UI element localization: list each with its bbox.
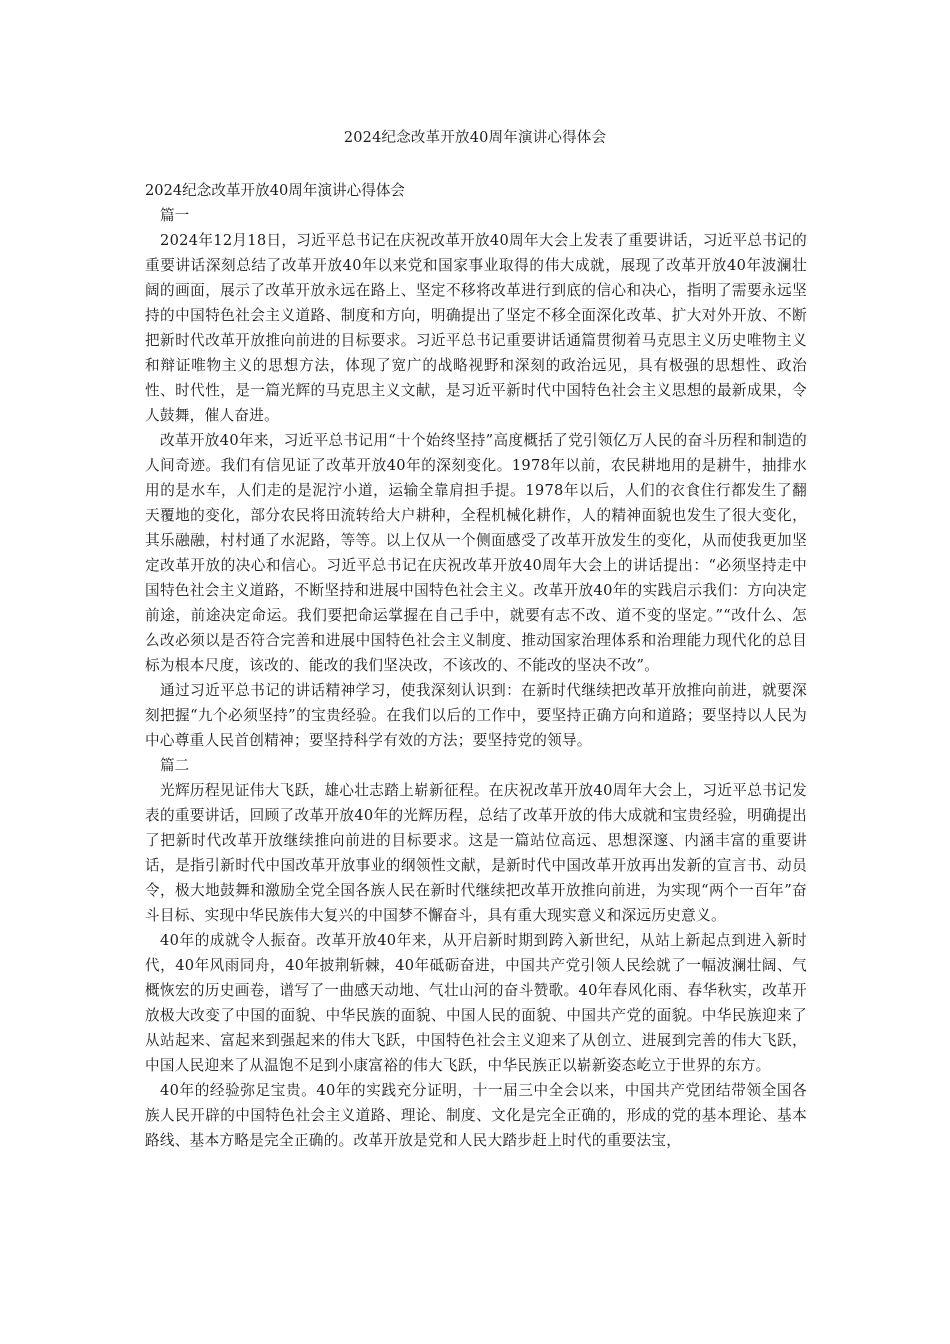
paragraph: 40年的成就令人振奋。改革开放40年来，从开启新时期到跨入新世纪，从站上新起点到进入新时代，40年风雨同舟，40年披荆斩棘，40年砥砺奋进，中国共产党引领人民绘就了一幅波澜壮阔、气概恢宏的历史画卷，谱写了一曲感天动地、气壮山河的奋斗赞歌。40年春风化雨、春华秋实，改革开放极大改变了中国的面貌、中华民族的面貌、中国人民的面貌、中国共产党的面貌。中华民族迎来了从站起来、富起来到强起来的伟大飞跃，中国特色社会主义迎来了从创立、进展到完善的伟大飞跃，中国人民迎来了从温饱不足到小康富裕的伟大飞跃，中华民族正以崭新姿态屹立于世界的东方。 xyxy=(145,932,807,1074)
paragraph: 40年的经验弥足宝贵。40年的实践充分证明，十一届三中全会以来，中国共产党团结带领全国各族人民开辟的中国特色社会主义道路、理论、制度、文化是完全正确的，形成的党的基本理论、基本路线、基本方略是完全正确的。改革开放是党和人民大踏步赶上时代的重要法宝， xyxy=(145,1082,807,1149)
paragraph: 通过习近平总书记的讲话精神学习，使我深刻认识到：在新时代继续把改革开放推向前进，就要深刻把握“九个必须坚持”的宝贵经验。在我们以后的工作中，要坚持正确方向和道路；要坚持以人民为中心尊重人民首创精神；要坚持科学有效的方法；要坚持党的领导。 xyxy=(145,682,807,749)
paragraph: 光辉历程见证伟大飞跃，雄心壮志踏上崭新征程。在庆祝改革开放40周年大会上，习近平总书记发表的重要讲话，回顾了改革开放40年的光辉历程，总结了改革开放的伟大成就和宝贵经验，明确提出了把新时代改革开放继续推向前进的目标要求。这是一篇站位高远、思想深邃、内涵丰富的重要讲话，是指引新时代中国改革开放事业的纲领性文献，是新时代中国改革开放再出发新的宣言书、动员令，极大地鼓舞和激励全党全国各族人民在新时代继续把改革开放推向前进，为实现“两个一百年”奋斗目标、实现中华民族伟大复兴的中国梦不懈奋斗，具有重大现实意义和深远历史意义。 xyxy=(145,782,807,924)
section-label-1: 篇一 xyxy=(160,207,190,224)
page-title: 2024纪念改革开放40周年演讲心得体会 xyxy=(343,130,607,146)
section-label-2: 篇二 xyxy=(160,757,190,774)
document-subtitle: 2024纪念改革开放40周年演讲心得体会 xyxy=(145,182,406,199)
paragraph: 改革开放40年来，习近平总书记用“十个始终坚持”高度概括了党引领亿万人民的奋斗历程和制造的人间奇迹。我们有信见证了改革开放40年的深刻变化。1978年以前，农民耕地用的是耕牛，抽排水用的是水车，人们走的是泥泞小道，运输全靠肩担手提。1978年以后，人们的衣食住行都发生了翻天覆地的变化，部分农民将田流转给大户耕种，全程机械化耕作，人的精神面貌也发生了很大变化，其乐融融，村村通了水泥路，等等。以上仅从一个侧面感受了改革开放发生的变化，从而使我更加坚定改革开放的决心和信心。习近平总书记在庆祝改革开放40周年大会上的讲话提出：“必须坚持走中国特色社会主义道路，不断坚持和进展中国特色社会主义。改革开放40年的实践启示我们：方向决定前途，前途决定命运。我们要把命运掌握在自己手中，就要有志不改、道不变的坚定。”“改什么、怎么改必须以是否符合完善和进展中国特色社会主义制度、推动国家治理体系和治理能力现代化的总目标为根本尺度，该改的、能改的我们坚决改，不该改的、不能改的坚决不改”。 xyxy=(145,432,807,674)
paragraph: 2024年12月18日，习近平总书记在庆祝改革开放40周年大会上发表了重要讲话，习近平总书记的重要讲话深刻总结了改革开放40年以来党和国家事业取得的伟大成就，展现了改革开放40年波澜壮阔的画面，展示了改革开放永远在路上、坚定不移将改革进行到底的信心和决心，指明了需要永远坚持的中国特色社会主义道路、制度和方向，明确提出了坚定不移全面深化改革、扩大对外开放、不断把新时代改革开放推向前进的目标要求。习近平总书记重要讲话通篇贯彻着马克思主义历史唯物主义和辩证唯物主义的思想方法，体现了宽广的战略视野和深刻的政治远见，具有极强的思想性、政治性、时代性，是一篇光辉的马克思主义文献，是习近平新时代中国特色社会主义思想的最新成果，令人鼓舞，催人奋进。 xyxy=(145,232,807,424)
document-body xyxy=(145,178,807,1153)
